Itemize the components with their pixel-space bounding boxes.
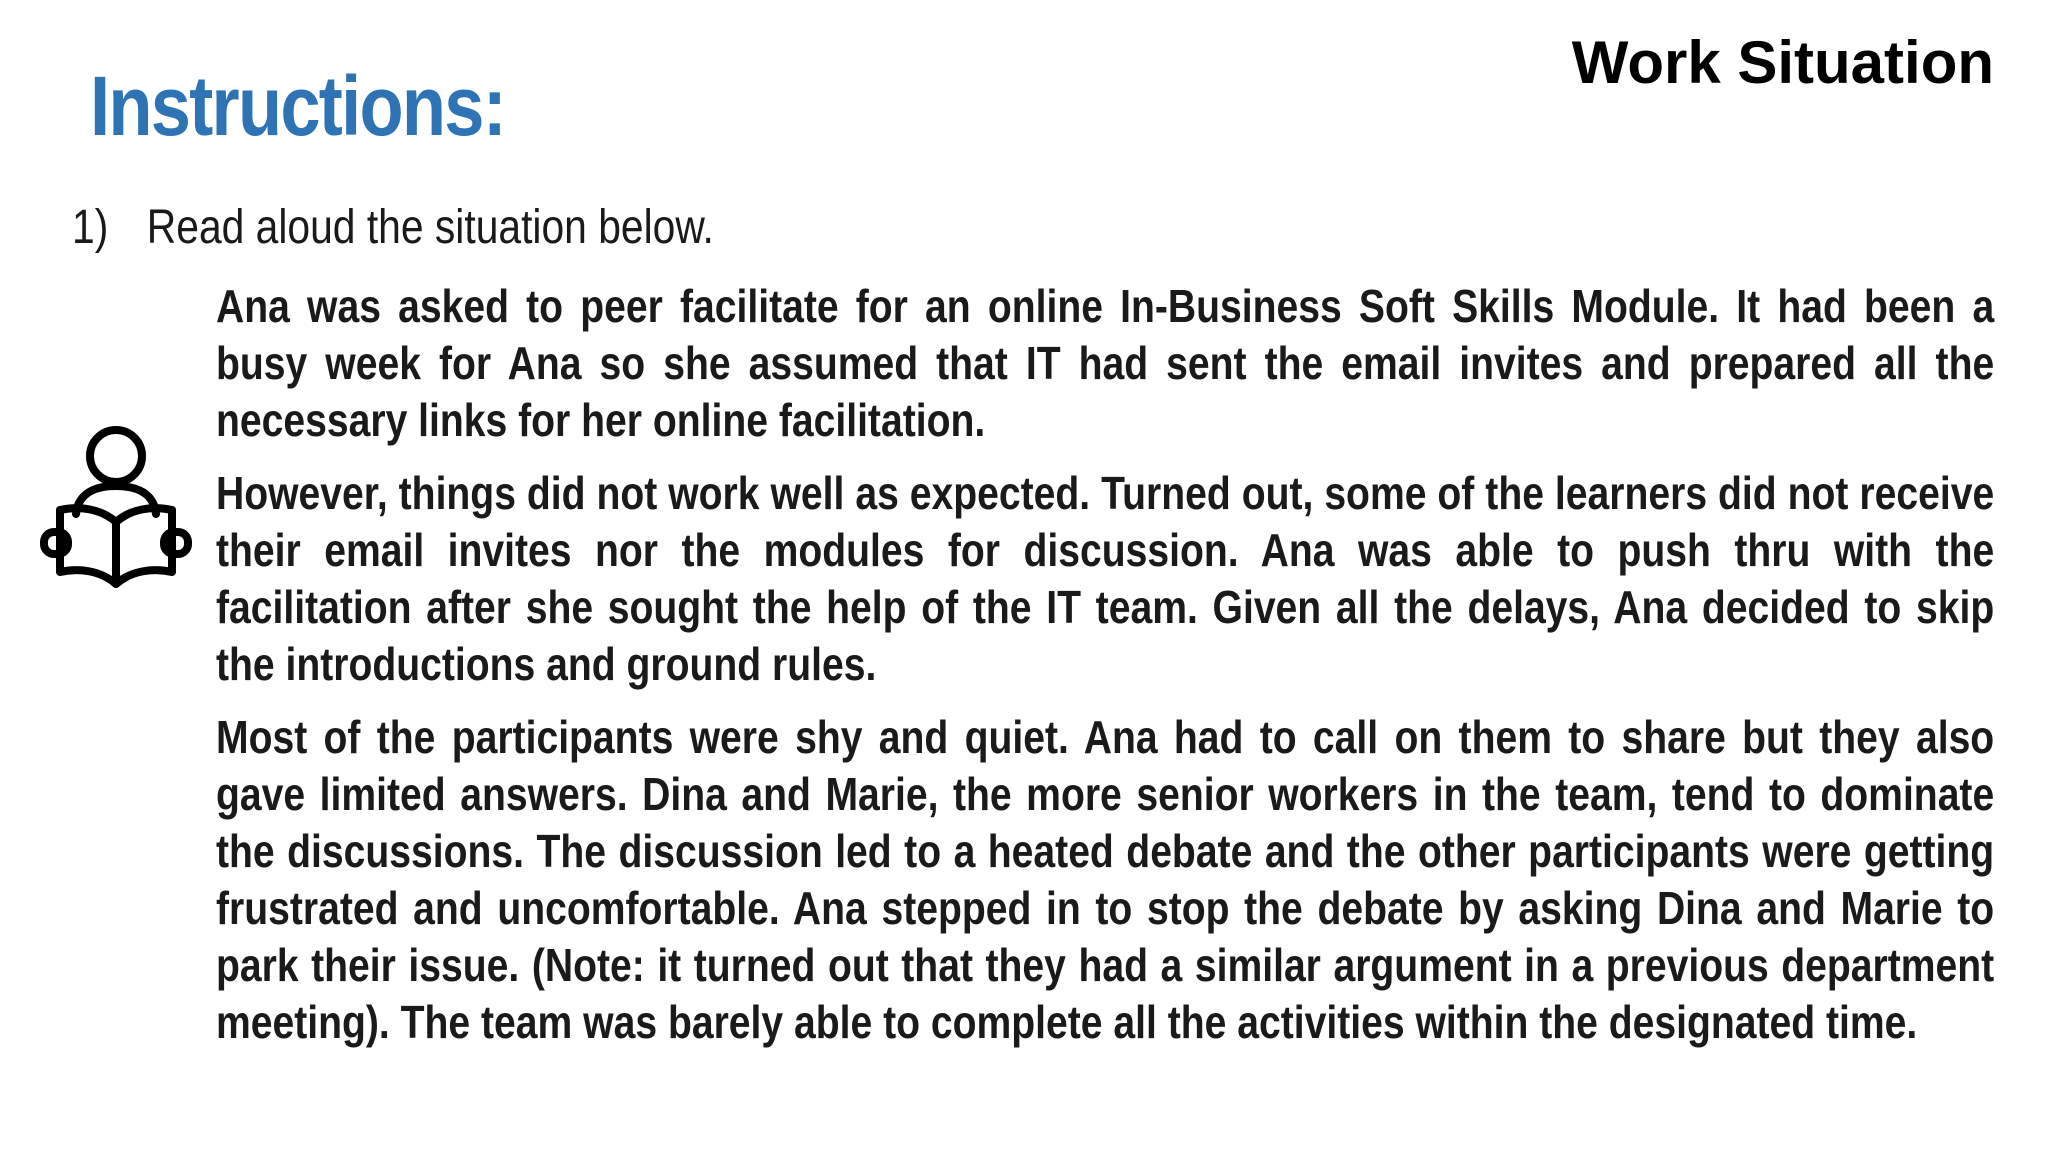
situation-paragraph: Most of the participants were shy and quiet. Ana had to call on them to share but they also gave limited answers. Dina and Marie, the more senior workers in the team, tend to dominate the discussions. The discussion led to a heated debate and the other participants were getting frustrated and uncomfortable. Ana stepped in to stop the debate by asking Dina and Marie to park their issue. (Note: it turned out that they had a similar argument in a previous department meeting). The team was barely able to complete all the activities within the designated time.: [216, 711, 1995, 1048]
situation-paragraph: Ana was asked to peer facilitate for an online In-Business Soft Skills Module. It had been a busy week for Ana so she assumed that IT had sent the email invites and prepared all the necessary links for her online facilitation.: [216, 280, 1995, 446]
person-reading-book-icon: [38, 422, 194, 594]
page-title: Instructions:: [90, 59, 506, 153]
step-text: Read aloud the situation below.: [146, 201, 714, 254]
situation-paragraph: However, things did not work well as expected. Turned out, some of the learners did not receive their email invites nor the modules for discussion. Ana was able to push thru with the facilitation after she sought the help of the IT team. Given all the delays, Ana decided to skip the introductions and ground rules.: [216, 467, 1995, 690]
step-number: 1): [72, 201, 109, 254]
instruction-step: [72, 200, 714, 255]
situation-text: [216, 278, 1994, 1067]
section-label: Work Situation: [1571, 29, 1994, 96]
